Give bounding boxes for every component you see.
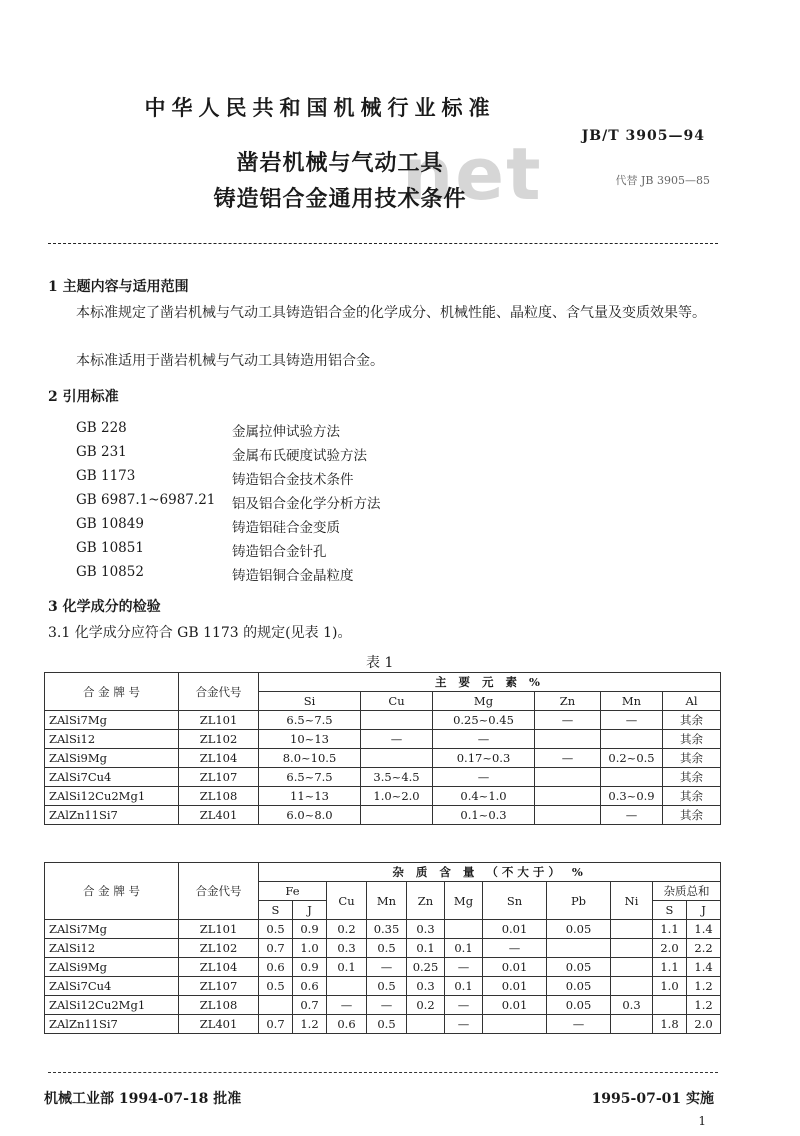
- alloy-code-cell: ZL107: [179, 768, 259, 787]
- value-cell: 0.01: [483, 920, 547, 939]
- value-cell: 其余: [663, 806, 721, 825]
- value-cell: 1.0: [293, 939, 327, 958]
- value-cell: 0.5: [259, 920, 293, 939]
- fe-j-header: J: [293, 901, 327, 920]
- value-cell: 1.4: [687, 920, 721, 939]
- alloy-code-cell: ZL401: [179, 1015, 259, 1034]
- value-cell: 2.0: [653, 939, 687, 958]
- impurity-table-row: [45, 977, 721, 996]
- alloy-name-cell: ZAlSi7Cu4: [45, 768, 179, 787]
- section1-heading: 1 主题内容与适用范围: [48, 279, 189, 295]
- impurity-group-header: 杂 质 含 量 （不大于） %: [259, 863, 721, 882]
- col-alloy-header: 合 金 牌 号: [45, 863, 179, 920]
- value-cell: —: [433, 768, 535, 787]
- value-cell: —: [361, 730, 433, 749]
- section3-1-text: 3.1 化学成分应符合 GB 1173 的规定(见表 1)。: [48, 625, 352, 641]
- main-table-row: [45, 730, 721, 749]
- value-cell: 其余: [663, 787, 721, 806]
- value-cell: —: [433, 730, 535, 749]
- value-cell: 0.01: [483, 958, 547, 977]
- value-cell: 0.1: [407, 939, 445, 958]
- value-cell: 其余: [663, 768, 721, 787]
- value-cell: 0.25~0.45: [433, 711, 535, 730]
- ref-code: GB 228: [76, 420, 127, 436]
- ref-title: 金属布氏硬度试验方法: [232, 448, 367, 464]
- impurity-total-header: 杂质总和: [653, 882, 721, 901]
- value-cell: 0.3~0.9: [601, 787, 663, 806]
- main-elements-body: [45, 711, 721, 825]
- value-cell: [611, 1015, 653, 1034]
- ref-title: 铸造铝铜合金晶粒度: [232, 568, 354, 584]
- ref-code: GB 10849: [76, 516, 144, 532]
- value-cell: 0.17~0.3: [433, 749, 535, 768]
- value-cell: —: [535, 749, 601, 768]
- watermark: net: [402, 132, 543, 216]
- value-cell: —: [547, 1015, 611, 1034]
- value-cell: 2.0: [687, 1015, 721, 1034]
- ref-code: GB 231: [76, 444, 127, 460]
- value-cell: —: [445, 958, 483, 977]
- ref-code: GB 6987.1~6987.21: [76, 492, 216, 508]
- alloy-name-cell: ZAlSi12Cu2Mg1: [45, 787, 179, 806]
- value-cell: 0.05: [547, 958, 611, 977]
- value-cell: 0.6: [293, 977, 327, 996]
- value-cell: 1.1: [653, 920, 687, 939]
- value-cell: 1.4: [687, 958, 721, 977]
- doc-title-line1: 凿岩机械与气动工具: [236, 150, 444, 176]
- alloy-code-cell: ZL104: [179, 749, 259, 768]
- alloy-name-cell: ZAlSi9Mg: [45, 749, 179, 768]
- value-cell: 1.0: [653, 977, 687, 996]
- value-cell: —: [445, 996, 483, 1015]
- value-cell: 0.2: [407, 996, 445, 1015]
- ref-title: 铝及铝合金化学分析方法: [232, 496, 381, 512]
- value-cell: [535, 768, 601, 787]
- value-cell: 0.3: [407, 977, 445, 996]
- value-cell: [547, 939, 611, 958]
- element-header: Cu: [327, 882, 367, 920]
- value-cell: 其余: [663, 749, 721, 768]
- value-cell: 0.05: [547, 920, 611, 939]
- total-j-header: J: [687, 901, 721, 920]
- alloy-code-cell: ZL104: [179, 958, 259, 977]
- fe-header: Fe: [259, 882, 327, 901]
- footer-rule: [48, 1072, 718, 1073]
- standard-org: 中华人民共和国机械行业标准: [144, 95, 496, 120]
- value-cell: [327, 977, 367, 996]
- value-cell: [259, 996, 293, 1015]
- value-cell: [611, 977, 653, 996]
- value-cell: 0.1~0.3: [433, 806, 535, 825]
- table-impurities: [44, 862, 721, 1034]
- value-cell: 10~13: [259, 730, 361, 749]
- ref-title: 金属拉伸试验方法: [232, 424, 340, 440]
- value-cell: 0.1: [445, 977, 483, 996]
- ref-title: 铸造铝硅合金变质: [232, 520, 340, 536]
- alloy-name-cell: ZAlSi9Mg: [45, 958, 179, 977]
- value-cell: 1.2: [687, 996, 721, 1015]
- ref-title: 铸造铝合金技术条件: [232, 472, 354, 488]
- impurity-table-row: [45, 939, 721, 958]
- value-cell: [361, 711, 433, 730]
- value-cell: 其余: [663, 711, 721, 730]
- element-header: Cu: [361, 692, 433, 711]
- alloy-name-cell: ZAlSi7Mg: [45, 920, 179, 939]
- section1-para1: 本标准规定了凿岩机械与气动工具铸造铝合金的化学成分、机械性能、晶粒度、含气量及变质效果等。: [76, 305, 706, 321]
- implementation-date: 1995-07-01 实施: [591, 1091, 714, 1107]
- section3-heading: 3 化学成分的检验: [48, 599, 161, 615]
- value-cell: 0.35: [367, 920, 407, 939]
- value-cell: 6.5~7.5: [259, 711, 361, 730]
- value-cell: 0.7: [259, 939, 293, 958]
- element-header: Zn: [407, 882, 445, 920]
- alloy-name-cell: ZAlZn11Si7: [45, 1015, 179, 1034]
- main-table-row: [45, 806, 721, 825]
- value-cell: 0.1: [327, 958, 367, 977]
- value-cell: 3.5~4.5: [361, 768, 433, 787]
- element-header: Mn: [367, 882, 407, 920]
- element-header: Mg: [433, 692, 535, 711]
- value-cell: 1.1: [653, 958, 687, 977]
- value-cell: —: [601, 806, 663, 825]
- value-cell: 0.05: [547, 977, 611, 996]
- value-cell: 6.0~8.0: [259, 806, 361, 825]
- alloy-code-cell: ZL108: [179, 996, 259, 1015]
- section1-para2: 本标准适用于凿岩机械与气动工具铸造用铝合金。: [76, 353, 384, 369]
- impurity-table-row: [45, 958, 721, 977]
- value-cell: —: [445, 1015, 483, 1034]
- value-cell: 0.7: [259, 1015, 293, 1034]
- element-header: Sn: [483, 882, 547, 920]
- value-cell: 1.2: [293, 1015, 327, 1034]
- alloy-name-cell: ZAlSi7Mg: [45, 711, 179, 730]
- value-cell: 0.6: [259, 958, 293, 977]
- value-cell: [611, 958, 653, 977]
- alloy-code-cell: ZL102: [179, 730, 259, 749]
- main-table-row: [45, 768, 721, 787]
- standard-code: JB/T 3905—94: [581, 128, 705, 144]
- replaces-note: 代替 JB 3905—85: [615, 174, 710, 187]
- value-cell: 1.0~2.0: [361, 787, 433, 806]
- value-cell: [407, 1015, 445, 1034]
- value-cell: —: [367, 996, 407, 1015]
- value-cell: 0.9: [293, 920, 327, 939]
- element-header: Ni: [611, 882, 653, 920]
- element-header: Pb: [547, 882, 611, 920]
- value-cell: 0.01: [483, 977, 547, 996]
- alloy-name-cell: ZAlSi12Cu2Mg1: [45, 996, 179, 1015]
- value-cell: [601, 768, 663, 787]
- value-cell: [535, 787, 601, 806]
- value-cell: 11~13: [259, 787, 361, 806]
- impurity-table-row: [45, 1015, 721, 1034]
- impurity-body: [45, 920, 721, 1034]
- value-cell: 0.3: [327, 939, 367, 958]
- value-cell: —: [367, 958, 407, 977]
- value-cell: 2.2: [687, 939, 721, 958]
- alloy-code-cell: ZL101: [179, 711, 259, 730]
- value-cell: [535, 806, 601, 825]
- main-table-row: [45, 711, 721, 730]
- alloy-code-cell: ZL108: [179, 787, 259, 806]
- alloy-code-cell: ZL102: [179, 939, 259, 958]
- impurity-table-row: [45, 920, 721, 939]
- col-code-header: 合金代号: [179, 673, 259, 711]
- value-cell: 0.3: [407, 920, 445, 939]
- value-cell: 0.6: [327, 1015, 367, 1034]
- alloy-name-cell: ZAlSi12: [45, 939, 179, 958]
- value-cell: 0.5: [259, 977, 293, 996]
- value-cell: [653, 996, 687, 1015]
- col-code-header: 合金代号: [179, 863, 259, 920]
- value-cell: 0.7: [293, 996, 327, 1015]
- value-cell: 0.2: [327, 920, 367, 939]
- element-header: Si: [259, 692, 361, 711]
- value-cell: [361, 749, 433, 768]
- value-cell: 0.9: [293, 958, 327, 977]
- value-cell: —: [601, 711, 663, 730]
- alloy-code-cell: ZL101: [179, 920, 259, 939]
- value-cell: 0.5: [367, 977, 407, 996]
- alloy-name-cell: ZAlZn11Si7: [45, 806, 179, 825]
- value-cell: 0.1: [445, 939, 483, 958]
- element-header: Mn: [601, 692, 663, 711]
- value-cell: —: [483, 939, 547, 958]
- ref-title: 铸造铝合金针孔: [232, 544, 327, 560]
- value-cell: 1.8: [653, 1015, 687, 1034]
- value-cell: 0.5: [367, 939, 407, 958]
- value-cell: —: [535, 711, 601, 730]
- element-header: Al: [663, 692, 721, 711]
- ref-code: GB 10852: [76, 564, 144, 580]
- value-cell: 0.05: [547, 996, 611, 1015]
- main-table-row: [45, 787, 721, 806]
- value-cell: 1.2: [687, 977, 721, 996]
- table-main-elements: [44, 672, 721, 825]
- element-header: Zn: [535, 692, 601, 711]
- page-number: 1: [698, 1114, 706, 1128]
- value-cell: 0.4~1.0: [433, 787, 535, 806]
- section2-heading: 2 引用标准: [48, 389, 119, 405]
- doc-title-line2: 铸造铝合金通用技术条件: [213, 186, 467, 212]
- total-s-header: S: [653, 901, 687, 920]
- value-cell: 0.3: [611, 996, 653, 1015]
- value-cell: [361, 806, 433, 825]
- ref-code: GB 1173: [76, 468, 136, 484]
- col-alloy-header: 合 金 牌 号: [45, 673, 179, 711]
- value-cell: 0.5: [367, 1015, 407, 1034]
- table-caption: 表 1: [366, 655, 394, 671]
- value-cell: 0.25: [407, 958, 445, 977]
- alloy-name-cell: ZAlSi12: [45, 730, 179, 749]
- value-cell: 8.0~10.5: [259, 749, 361, 768]
- fe-s-header: S: [259, 901, 293, 920]
- value-cell: [535, 730, 601, 749]
- value-cell: 6.5~7.5: [259, 768, 361, 787]
- header-rule: [48, 243, 718, 244]
- value-cell: [445, 920, 483, 939]
- ref-code: GB 10851: [76, 540, 144, 556]
- main-elements-group-header: 主 要 元 素 %: [259, 673, 721, 692]
- value-cell: 0.01: [483, 996, 547, 1015]
- impurity-table-row: [45, 996, 721, 1015]
- value-cell: 0.2~0.5: [601, 749, 663, 768]
- value-cell: —: [327, 996, 367, 1015]
- alloy-code-cell: ZL107: [179, 977, 259, 996]
- approval-date: 机械工业部 1994-07-18 批准: [44, 1091, 242, 1107]
- value-cell: [601, 730, 663, 749]
- value-cell: [611, 939, 653, 958]
- value-cell: [611, 920, 653, 939]
- value-cell: [483, 1015, 547, 1034]
- value-cell: 其余: [663, 730, 721, 749]
- element-header: Mg: [445, 882, 483, 920]
- alloy-code-cell: ZL401: [179, 806, 259, 825]
- alloy-name-cell: ZAlSi7Cu4: [45, 977, 179, 996]
- main-table-row: [45, 749, 721, 768]
